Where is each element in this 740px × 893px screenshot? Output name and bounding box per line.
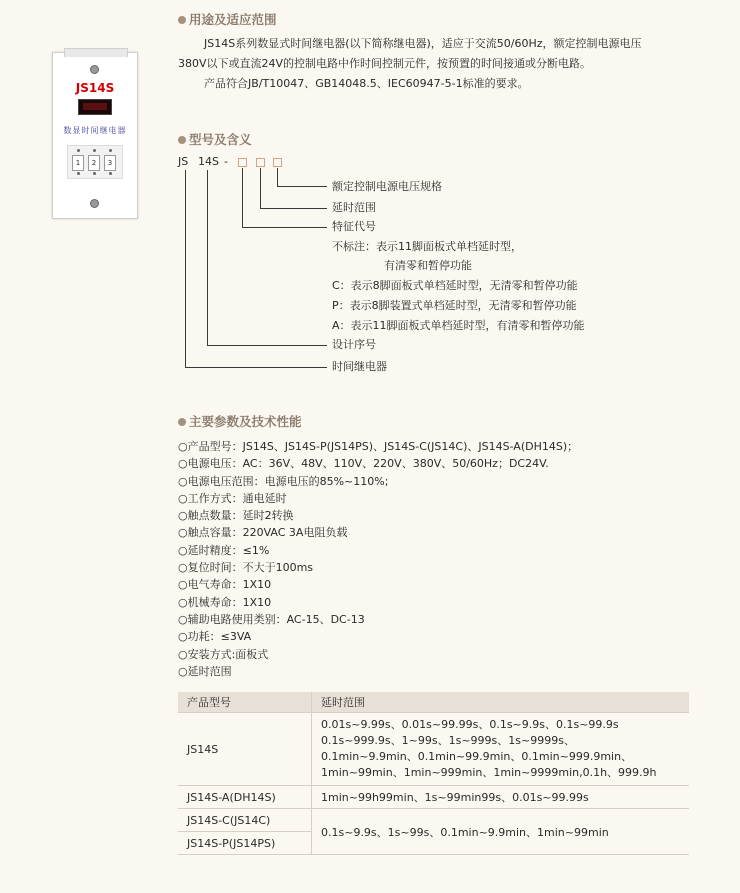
connector bbox=[185, 367, 327, 368]
param-item: ○延时范围 bbox=[178, 664, 232, 678]
bullet-icon bbox=[178, 418, 186, 426]
connector bbox=[260, 168, 261, 208]
param-item: ○延时精度：≤1% bbox=[178, 543, 270, 557]
cell-model: JS14S bbox=[178, 713, 312, 786]
ann-time-relay: 时间继电器 bbox=[332, 360, 387, 373]
dial-panel bbox=[67, 145, 123, 179]
connector bbox=[207, 345, 327, 346]
range-line: 0.1s~999.9s、1~99s、1s~999s、1s~9999s、 bbox=[321, 734, 575, 747]
ann-no-mark: 不标注：表示11脚面板式单档延时型， bbox=[332, 240, 522, 253]
table-row bbox=[178, 713, 689, 786]
connector bbox=[277, 186, 327, 187]
cell-range: 1min~99h99min、1s~99min99s、0.01s~99.99s bbox=[312, 786, 690, 809]
param-item: ○产品型号：JS14S、JS14S-P(JS14PS)、JS14S-C(JS14C)、JS14S-A(DH14S)； bbox=[178, 440, 579, 453]
ann-voltage: 额定控制电源电压规格 bbox=[332, 180, 442, 193]
cell-model: JS14S-P(JS14PS) bbox=[178, 832, 312, 855]
connector bbox=[242, 227, 327, 228]
code-box-2 bbox=[256, 158, 265, 167]
usage-line-2: 380V以下或直流24V的控制电路中作时间控制元件，按预置的时间接通或分断电路。 bbox=[178, 57, 592, 70]
param-item: ○触点数量：延时2转换 bbox=[178, 509, 294, 523]
range-line: 0.01s~9.99s、0.01s~99.99s、0.1s~9.9s、0.1s~99.9s bbox=[321, 718, 619, 731]
params-title-text: 主要参数及技术性能 bbox=[189, 414, 302, 429]
usage-section-title bbox=[178, 10, 277, 28]
param-item: ○辅助电路使用类别：AC-15、DC-13 bbox=[178, 612, 365, 626]
params-list bbox=[178, 438, 578, 680]
param-item: ○电源电压范围：电源电压的85%~110%; bbox=[178, 474, 389, 488]
lcd-digits bbox=[83, 103, 107, 110]
dot bbox=[93, 172, 96, 175]
device-name: 数显时间继电器 bbox=[63, 126, 127, 135]
param-item: ○功耗：≤3VA bbox=[178, 630, 252, 644]
lcd-display bbox=[78, 99, 112, 115]
connector bbox=[277, 168, 278, 186]
table-row bbox=[178, 809, 689, 832]
connector bbox=[185, 170, 186, 367]
screw-icon bbox=[90, 65, 99, 74]
dot bbox=[77, 149, 80, 152]
cell-model: JS14S-C(JS14C) bbox=[178, 809, 312, 832]
dial-digit: 3 bbox=[104, 155, 116, 171]
code-js: JS bbox=[178, 155, 189, 168]
table-row bbox=[178, 786, 689, 809]
dial-digit: 2 bbox=[88, 155, 100, 171]
bullet-icon bbox=[178, 136, 186, 144]
param-item: ○工作方式：通电延时 bbox=[178, 491, 287, 505]
dot bbox=[109, 172, 112, 175]
header-model: 产品型号 bbox=[178, 692, 312, 713]
dot bbox=[93, 149, 96, 152]
code-14s: 14S bbox=[198, 155, 219, 168]
table-header-row bbox=[178, 692, 689, 713]
param-item: ○复位时间：不大于100ms bbox=[178, 561, 314, 575]
ann-design-no: 设计序号 bbox=[332, 338, 376, 351]
usage-paragraph bbox=[178, 34, 738, 94]
bullet-icon bbox=[178, 16, 186, 24]
range-line: 1min~99min、1min~999min、1min~9999min,0.1h、999.9h bbox=[321, 766, 657, 779]
usage-title-text: 用途及适应范围 bbox=[189, 12, 277, 27]
connector bbox=[260, 208, 327, 209]
model-section-title bbox=[178, 130, 252, 148]
cell-model: JS14S-A(DH14S) bbox=[178, 786, 312, 809]
params-section-title bbox=[178, 412, 302, 430]
dot bbox=[109, 149, 112, 152]
usage-line-3: 产品符合JB/T10047、GB14048.5、IEC60947-5-1标准的要求。 bbox=[204, 77, 529, 90]
param-item: ○触点容量：220VAC 3A电阻负载 bbox=[178, 526, 348, 540]
param-item: ○安装方式:面板式 bbox=[178, 647, 269, 661]
param-item: ○电源电压：AC：36V、48V、110V、220V、380V、50/60Hz；DC24V. bbox=[178, 457, 549, 471]
param-item: ○机械寿命：1X10 bbox=[178, 595, 272, 609]
model-title-text: 型号及含义 bbox=[189, 132, 252, 147]
delay-range-table bbox=[178, 692, 689, 855]
usage-line-1: JS14S系列数显式时间继电器(以下简称继电器)，适应于交流50/60Hz，额定控制电源电压 bbox=[204, 37, 642, 50]
dial-digit: 1 bbox=[72, 155, 84, 171]
code-dash: - bbox=[224, 155, 228, 168]
ann-p: P：表示8脚装置式单档延时型，无清零和暂停功能 bbox=[332, 299, 577, 312]
range-line: 0.1min~9.9min、0.1min~99.9min、0.1min~999.9min、 bbox=[321, 750, 633, 763]
ann-delay-range: 延时范围 bbox=[332, 201, 376, 214]
dot bbox=[77, 172, 80, 175]
connector bbox=[207, 170, 208, 345]
ann-c: C：表示8脚面板式单档延时型，无清零和暂停功能 bbox=[332, 279, 578, 292]
code-box-3 bbox=[273, 158, 282, 167]
ann-feature-code: 特征代号 bbox=[332, 220, 376, 233]
model-code bbox=[178, 155, 188, 168]
relay-device-image bbox=[52, 52, 138, 219]
cell-range bbox=[312, 713, 690, 786]
device-top-clip bbox=[64, 48, 128, 57]
header-range: 延时范围 bbox=[312, 692, 690, 713]
cell-range: 0.1s~9.9s、1s~99s、0.1min~9.9min、1min~99min bbox=[312, 809, 690, 855]
param-item: ○电气寿命：1X10 bbox=[178, 578, 272, 592]
code-box-1 bbox=[238, 158, 247, 167]
device-brand: JS14S bbox=[75, 81, 115, 95]
ann-no-mark-2: 有清零和暂停功能 bbox=[384, 259, 472, 272]
screw-icon bbox=[90, 199, 99, 208]
connector bbox=[242, 168, 243, 227]
ann-a: A：表示11脚面板式单档延时型，有清零和暂停功能 bbox=[332, 319, 585, 332]
